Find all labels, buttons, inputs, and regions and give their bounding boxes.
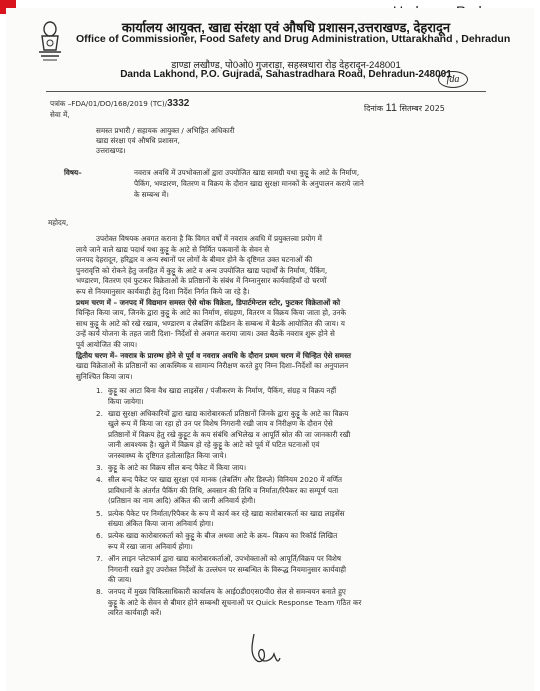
directive-line: सील बन्द पैकेट पर खाद्य सुरक्षा एवं मानक (लेबलिंग और डिस्प्ले) विनियम 2020 में वर्णित	[108, 475, 342, 485]
letter-number	[50, 99, 189, 108]
signature-icon	[246, 630, 286, 670]
to-label: सेवा में,	[50, 110, 70, 119]
body-line: साथ कुट्टू के आटे को रखे रखाव, भण्डारण व लेबलिंग कंडिशन के सम्बन्ध में बैठकें आयोजित की जाय। य	[76, 318, 345, 328]
directive-item	[96, 587, 514, 619]
subject-label: विषय–	[64, 168, 82, 177]
directive-line: (प्रतिष्ठान का नाम आदि) अंकित की जानी अनिवार्य होगी।	[108, 496, 256, 506]
directive-line: जानी आवश्यक है। खुले में विक्रय हो रहे कुट्टू के आटे को पूर्व में घटित घटनाओं एवं	[108, 440, 320, 450]
directive-line: कुट्टू का आटा बिना वैध खाद्य लाइसेंस / पंजीकरण के निर्माण, पैकिंग, संग्रह व विक्रय नहीं	[108, 386, 337, 395]
body-line: लाये जाने वाले खाद्य पदार्थ यथा कुट्टू के आटे से निर्मित पकवानों के सेवन से	[76, 244, 270, 254]
recipient-line: उत्तराखण्ड।	[96, 146, 126, 155]
directive-number: 8.	[96, 587, 103, 597]
body-line: पुनरावृत्ति को रोकने हेतु जनहित में कुट्टू के आटे व अन्य उपयोजित खाद्य पदार्थों के निर्माण, पैकिंग,	[76, 265, 328, 275]
body-line: द्वितीय चरण में– नवरात्र के प्रारम्भ होने से पूर्व व नवरात्र अवधि के दौरान प्रथम चरण में चिन्हित ऐसे समस्त	[76, 350, 351, 360]
directive-number: 2.	[96, 408, 103, 418]
directive-number: 7.	[96, 553, 103, 563]
letter-number-prefix: पत्रांक –FDA/01/DO/168/2019 (TC)/	[50, 99, 168, 108]
directive-item	[96, 554, 514, 586]
directive-item	[96, 386, 514, 407]
directive-line: प्राविधानों के अंतर्गत पैकिंग की तिथि, अवसान की तिथि व निर्माता/रिपैकर का सम्पूर्ण पता	[108, 485, 339, 495]
directive-line: की जाय।	[108, 575, 132, 585]
directive-number: 3.	[96, 463, 103, 473]
directive-item	[96, 531, 514, 552]
directive-line: कुट्टू के आटे के सेवन से बीमार होने सम्बन्धी सूचनाओं पर Quick Response Team गठित कर	[108, 597, 362, 607]
directive-line: त्वरित कार्यवाही करें।	[108, 608, 162, 618]
body-line: सुनिश्चित किया जाय।	[76, 371, 133, 381]
directive-line: प्रतिष्ठानों में विक्रय हेतु रखे कुट्टूट के कय संबंधि अभिलेख व आपूर्ति स्रोत की जा जानकारी रखी	[108, 429, 351, 439]
directive-line: जनपद में मुख्य चिकित्साधिकारी कार्यालय के आई0डी0एस0पी0 सेल से समन्वयन बनाते हुए	[108, 587, 346, 597]
subject-line: नवरात्र अवधि में उपभोक्ताओं द्वारा उपयोजित खाद्य सामग्री यथा कुट्टू के आटे के निर्माण,	[134, 168, 360, 177]
directive-line: जनस्वास्थ्य के दृष्टिगत हतोत्साहित किया जाये।	[108, 451, 227, 461]
date-label: दिनांक	[364, 104, 383, 113]
directive-line: खाद्य सुरक्षा अधिकारियों द्वारा खाद्य कारोबारकर्ता प्रतिष्ठानों जिनके द्वारा कुट्टू के आटे का विक्रय	[108, 408, 349, 418]
directive-line: रूप में रखा जाना अनिवार्य होगा।	[108, 541, 193, 551]
body-line: पूर्व आयोजित की जाय।	[76, 339, 138, 349]
body-line: रूप से नियमानुसार कार्यवाही हेतु दिशा निर्देश निर्गत किये जा रहे है।	[76, 286, 250, 296]
date-day: 11	[385, 102, 397, 114]
date-month-year: सितम्बर 2025	[399, 104, 445, 113]
directive-item	[96, 409, 514, 462]
directive-item	[96, 475, 514, 507]
body-line: उपरोक्त विषयक अवगत कराना है कि विगत वर्षों में नवरात्र अवधि में प्रयुक्तत्त्वा प्रयोग में	[96, 234, 322, 243]
body-line: चिन्हित किया जाय, जिनके द्वारा कुट्टू के आटे का निर्माण, संग्रहण, वितरण व विक्रय किया जाता हो, उनके	[76, 308, 346, 318]
directive-line: ऑन लाइन प्लेटफार्म द्वारा खाद्य कारोबारकर्ताओं, उपभोक्ताओं को आपूर्ति/विक्रय पर विशेष	[108, 553, 341, 563]
body-line: प्रथम चरण में – जनपद में विद्यमान समस्त ऐसे थोक विक्रेता, डिपार्टमेन्टल स्टोर, फुटकर विक्रेताओं को	[76, 297, 341, 307]
office-title-hindi: कार्यालय आयुक्त, खाद्य संरक्षा एवं औषधि प्रशासन,उत्तराखण्ड, देहरादून	[121, 20, 451, 35]
directive-number: 5.	[96, 508, 103, 518]
directive-line: कुट्टू के आटे का विक्रय सील बन्द पैकेट में किया जाय।	[108, 463, 247, 473]
recipient-line: खाद्य संरक्षा एवं औषधि प्रशासन,	[96, 136, 180, 145]
directive-line: प्रत्येक खाद्य कारोबारकर्ता को कुट्टू के बीज अथवा आटे के क्रय– विक्रय का रिकॉर्ड लिखित	[108, 531, 338, 541]
directive-number: 4.	[96, 475, 103, 485]
office-title-english: Office of Commissioner, Food Safety and Drug Administration, Uttarakhand , Dehradun	[76, 33, 511, 45]
letter-number-handwritten: 3332	[167, 98, 190, 109]
body-text	[76, 234, 516, 382]
fda-logo: fda	[438, 71, 468, 88]
subject-line: पैकिंग, भण्डारण, वितरण व विक्रय के दौरान खाद्य सुरक्षा मानकों के अनुपालन कराये जाने	[134, 179, 364, 188]
directive-number: 6.	[96, 531, 103, 541]
directives-list	[96, 386, 514, 620]
body-line: खाद्य विक्रेताओं के प्रतिष्ठानों का आकस्मिक व सामान्य निरीक्षण करते हुए निम्न दिशा–निर्देशों का अनुपालन	[76, 361, 349, 371]
directive-line: प्रत्येक पैकेट पर निर्माता/रिपैकर के रूप में कार्य कर रहे खाद्य कारोबारकर्ता का खाद्य लाइसेंस	[108, 508, 345, 518]
salutation: महोदय,	[48, 218, 69, 227]
directive-item	[96, 463, 514, 474]
directive-line: निगरानी रखते हुए उपरोक्त निर्देशों के उल्लंघन पर सम्बन्धित के विरूद्ध नियमानुसार कार्यवाही	[108, 564, 346, 574]
directive-line: खुले रूप में किया जा रहा हो उन पर विशेष निगरानी रखी जाय व निरीक्षण के दौरान ऐसे	[108, 419, 333, 429]
body-line: भण्डारण, वितरण एवं फुटकर विक्रेताओं के प्रतिष्ठानों के संबंध में निम्नानुसार कार्यवाहियाँ दो चरणों	[76, 276, 327, 286]
state-emblem-icon	[31, 20, 69, 66]
address-english: Danda Lakhond, P.O. Gujrada, Sahastradhara Road, Dehradun-248001	[120, 69, 452, 80]
date-line	[364, 104, 445, 113]
recipient-line: समस्त प्रभारी / सहायक आयुक्त / अभिहित अधिकारी	[96, 126, 235, 135]
header-divider	[46, 91, 486, 92]
body-line: उन्हें कार्य योजना के तहत जारी दिशा- निर्देशों से अवगत कराया जाय। उक्त बैठकें नवरात्र शुरू होने से	[76, 329, 335, 339]
directive-number: 1.	[96, 386, 103, 395]
scanned-letter	[6, 8, 534, 691]
address-hindi: डाण्डा लखौण्ड, पो0ओ0 गुजराड़ा, सहस्त्रधारा रोड़ देहरादून-248001	[171, 60, 401, 71]
directive-line: किया जायेगा।	[108, 396, 144, 406]
directive-line: संख्या अंकित किया जाना अनिवार्य होगा।	[108, 519, 214, 529]
subject-line: के सम्बन्ध में।	[134, 190, 169, 199]
body-line: जनपद देहरादून, हरिद्वार व अन्य स्थानों पर लोगों के बीमार होने के दृष्टिगत उक्त घटनाओं की	[76, 255, 313, 265]
directive-item	[96, 509, 514, 530]
